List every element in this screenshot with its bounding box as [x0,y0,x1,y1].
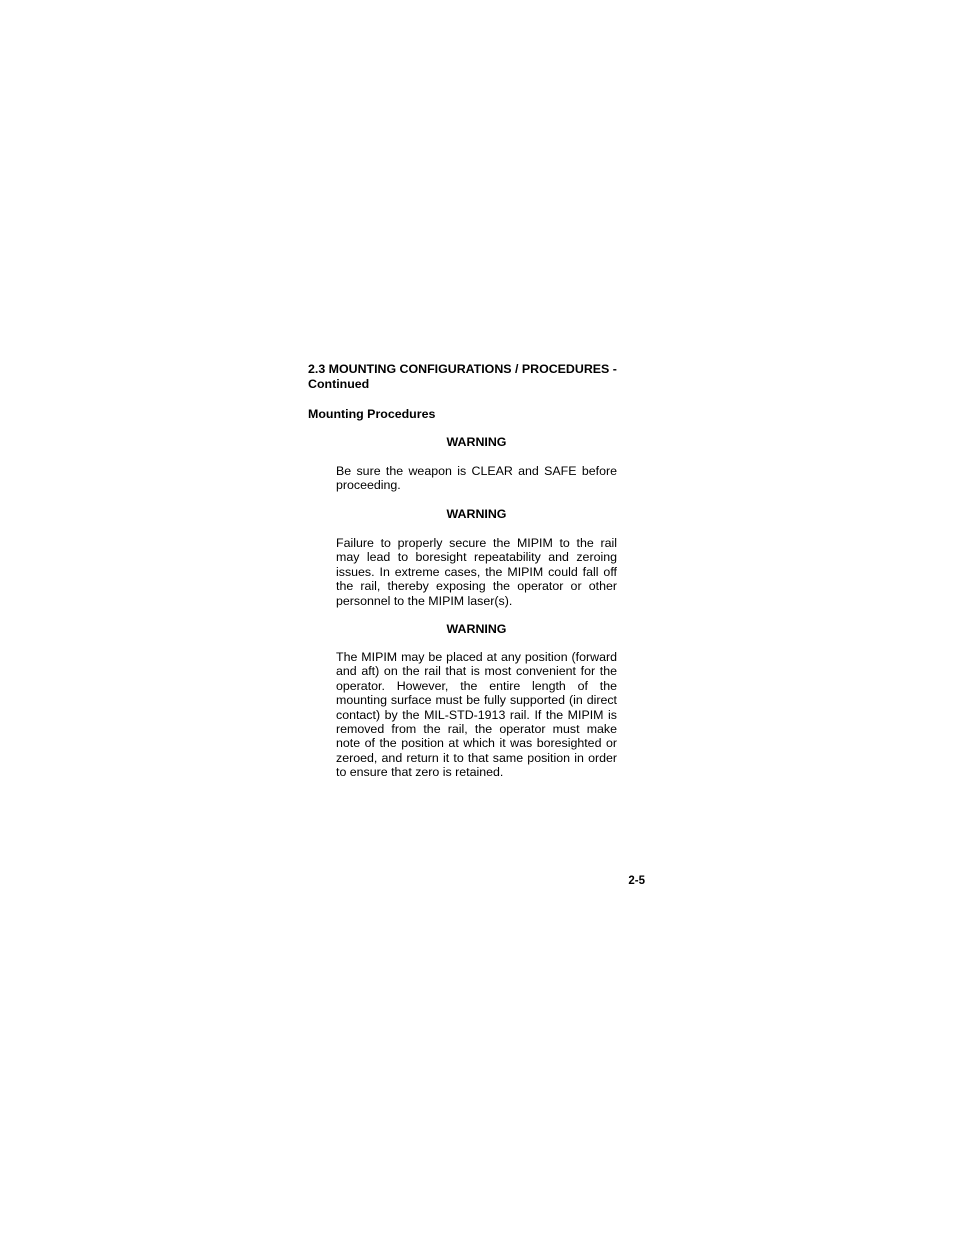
section-heading-line1: 2.3 MOUNTING CONFIGURATIONS / PROCEDURES - [308,362,617,376]
section-heading [308,362,638,392]
warning-label-2: WARNING [446,507,507,521]
warning-label-1: WARNING [446,435,507,449]
warning-label-3: WARNING [446,622,507,636]
warning-text-1: Be sure the weapon is CLEAR and SAFE before proceeding. [336,464,617,493]
warning-text-3: The MIPIM may be placed at any position (forward and aft) on the rail that is most convenient for the operator. However, the entire length of the mounting surface must be fully supported (in direct contact) by the MIL-STD-1913 rail. If the MIPIM is removed from the rail, the operator must make note of the position at which it was boresighted or zeroed, and return it to that same position in order to ensure that zero is retained. [336,650,617,780]
page-number: 2-5 [628,875,645,887]
mounting-procedures-heading: Mounting Procedures [308,407,436,421]
section-heading-line2: Continued [308,377,370,391]
warning-text-2: Failure to properly secure the MIPIM to the rail may lead to boresight repeatability and zeroing issues. In extreme cases, the MIPIM could fall off the rail, thereby exposing the operator or other personnel to the MIPIM laser(s). [336,536,617,608]
